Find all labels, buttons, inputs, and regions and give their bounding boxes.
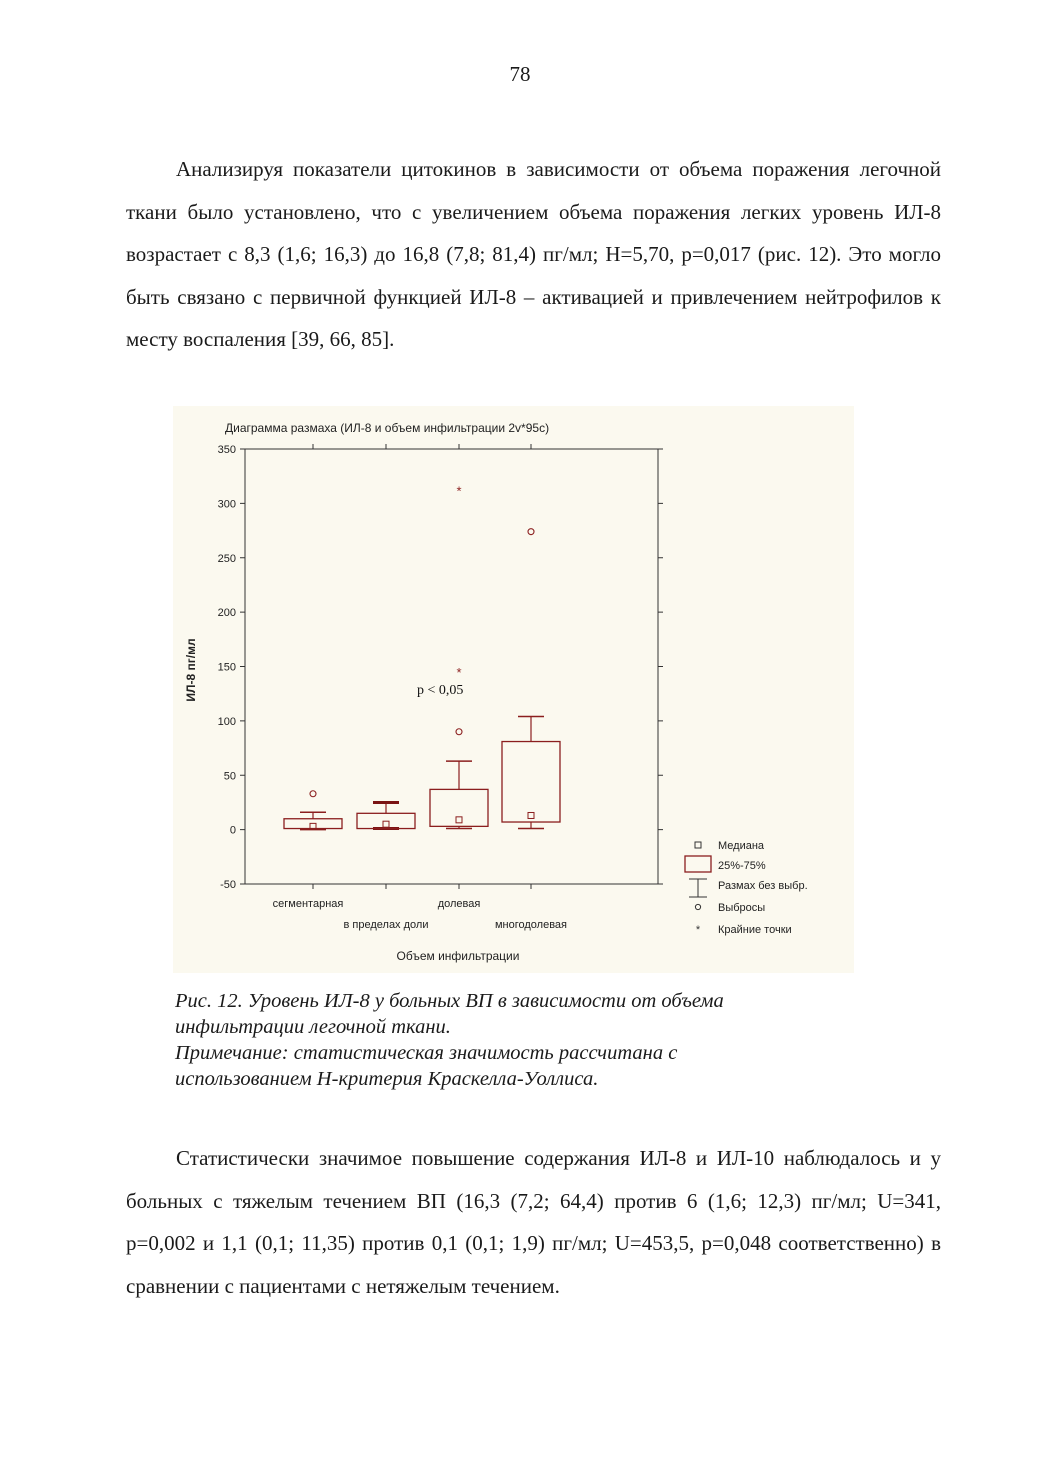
y-axis-label: ИЛ-8 пг/мл: [184, 638, 198, 702]
x-tick-label: в пределах доли: [343, 919, 429, 931]
legend-label: 25%-75%: [718, 860, 766, 872]
paragraph-intro: Анализируя показатели цитокинов в зависимости от объема поражения легочной ткани было установлено, что с увеличением объема поражения легких уровень ИЛ-8 возрастает с 8,3 (1,6; 16,3) до 16,8 (7,8; 81,4) пг/мл; H=5,70, p=0,017 (рис. 12). Это могло быть связано с первичной функцией ИЛ-8 – активацией и привлечением нейтрофилов к месту воспаления [39, 66, 85].: [126, 157, 941, 351]
legend-label: Медиана: [718, 840, 765, 852]
chart-legend: [685, 840, 808, 936]
y-tick-label: 200: [217, 607, 236, 620]
iqr-box: [430, 789, 488, 826]
x-axis-label: Объем инфильтрации: [396, 949, 520, 963]
legend-box-symbol: [685, 856, 711, 872]
y-tick-label: 350: [217, 444, 236, 456]
caption-note-line-2: использованием Н-критерия Краскелла-Уоллиса.: [175, 1068, 599, 1090]
boxplot-chart: [173, 406, 854, 973]
median-marker: [528, 812, 534, 818]
legend-label: Крайние точки: [718, 924, 792, 936]
iqr-box: [502, 742, 560, 822]
outlier-point: [456, 729, 462, 735]
y-tick-label: 150: [217, 661, 236, 674]
outlier-point: [528, 529, 534, 535]
x-tick-label: сегментарная: [272, 898, 344, 910]
extreme-point: *: [456, 483, 462, 499]
caption-line-1: Рис. 12. Уровень ИЛ-8 у больных ВП в зависимости от объема: [175, 990, 724, 1012]
paragraph-severity: Статистически значимое повышение содержания ИЛ-8 и ИЛ-10 наблюдалось и у больных с тяжелым течением ВП (16,3 (7,2; 64,4) против 6 (1,6; 12,3) пг/мл; U=341, p=0,002 и 1,1 (0,1; 11,35) против 0,1 (0,1; 1,9) пг/мл; U=453,5, p=0,048 соответственно) в сравнении с пациентами с нетяжелым течением.: [126, 1146, 941, 1298]
y-tick-label: 50: [223, 770, 236, 783]
x-tick-label: долевая: [437, 898, 481, 910]
significance-annotation: p < 0,05: [417, 683, 464, 698]
page-number: 78: [509, 62, 531, 86]
x-tick-label: многодолевая: [494, 919, 568, 931]
y-tick-label: 100: [217, 715, 236, 728]
outlier-point: [310, 791, 316, 797]
legend-label: Выбросы: [718, 902, 766, 914]
y-tick-label: 250: [217, 552, 236, 565]
legend-outlier-symbol: [695, 904, 700, 909]
y-tick-label: 0: [229, 824, 236, 837]
y-tick-label: -50: [220, 879, 236, 891]
chart-title: Диаграмма размаха (ИЛ-8 и объем инфильтрации 2v*95c): [225, 421, 550, 435]
y-tick-label: 300: [217, 498, 236, 511]
legend-median-symbol: [695, 842, 701, 848]
figure-caption: [175, 988, 875, 1092]
extreme-point: *: [456, 664, 462, 680]
caption-note-line-1: Примечание: статистическая значимость рассчитана с: [175, 1042, 678, 1064]
median-marker: [383, 821, 389, 827]
median-marker: [456, 817, 462, 823]
legend-extreme-symbol: *: [695, 924, 701, 936]
legend-label: Размах без выбр.: [718, 880, 808, 892]
caption-line-2: инфильтрации легочной ткани.: [175, 1016, 451, 1038]
figure-boxplot: [173, 406, 854, 973]
